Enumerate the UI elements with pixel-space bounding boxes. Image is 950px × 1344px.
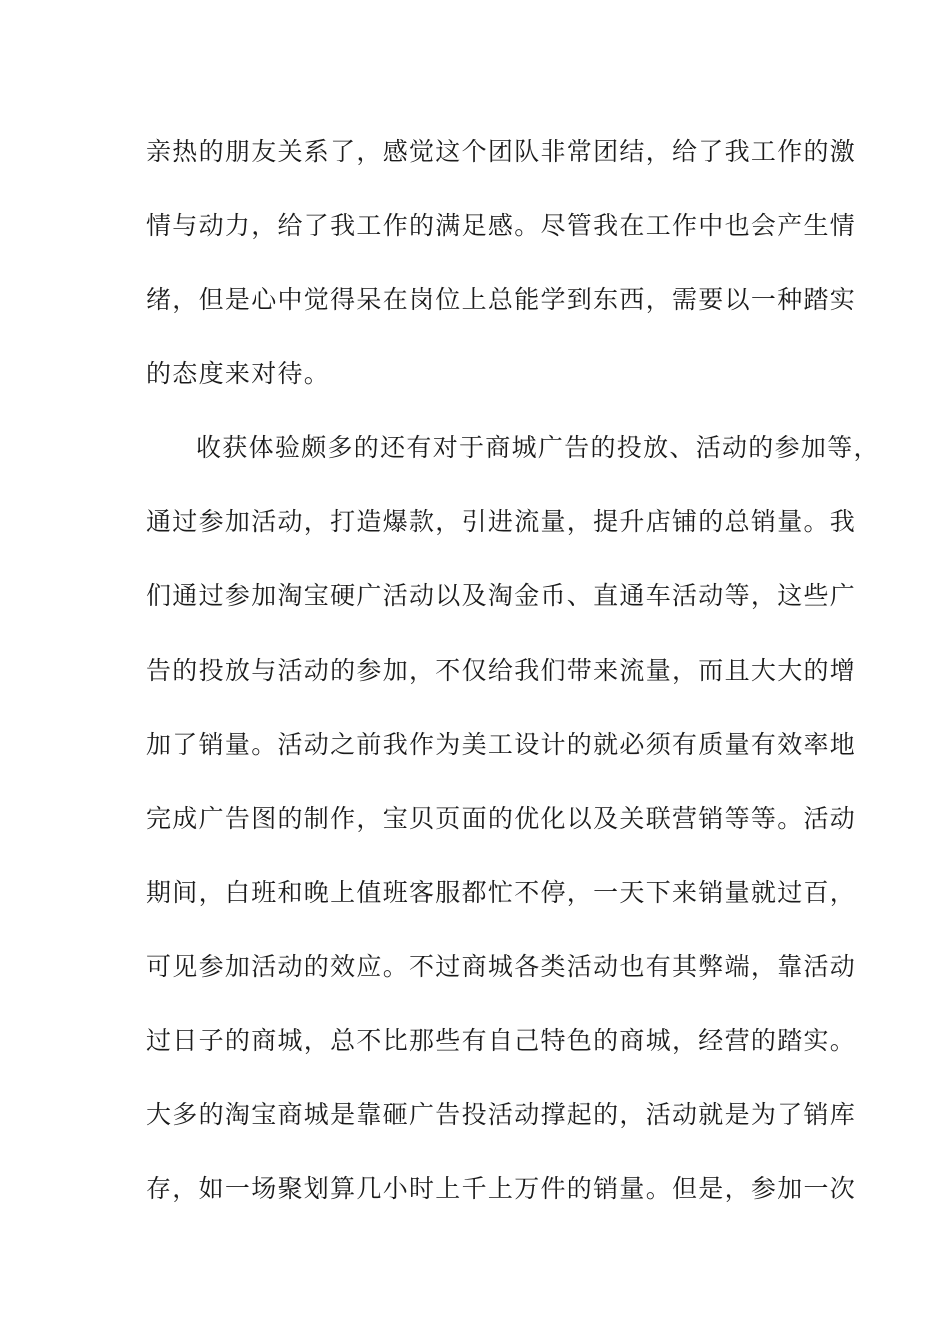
text-line: 加了销量。活动之前我作为美工设计的就必须有质量有效率地 xyxy=(146,730,857,759)
text-line: 告的投放与活动的参加，不仅给我们带来流量，而且大大的增 xyxy=(146,656,857,685)
text-line: 过日子的商城，总不比那些有自己特色的商城，经营的踏实。 xyxy=(146,1026,857,1055)
text-line: 情与动力，给了我工作的满足感。尽管我在工作中也会产生情 xyxy=(146,211,857,240)
text-line: 绪，但是心中觉得呆在岗位上总能学到东西，需要以一种踏实 xyxy=(146,285,857,314)
text-line: 期间，白班和晚上值班客服都忙不停，一天下来销量就过百， xyxy=(146,878,857,907)
text-line: 通过参加活动，打造爆款，引进流量，提升店铺的总销量。我 xyxy=(146,507,857,536)
text-line: 的态度来对待。 xyxy=(146,359,331,388)
text-line: 们通过参加淘宝硬广活动以及淘金币、直通车活动等，这些广 xyxy=(146,581,857,610)
text-line: 可见参加活动的效应。不过商城各类活动也有其弊端，靠活动 xyxy=(146,952,857,981)
text-line: 存，如一场聚划算几小时上千上万件的销量。但是，参加一次 xyxy=(146,1174,857,1203)
text-line: 收获体验颇多的还有对于商城广告的投放、活动的参加等， xyxy=(196,433,880,462)
text-line: 亲热的朋友关系了，感觉这个团队非常团结，给了我工作的激 xyxy=(146,137,857,166)
text-line: 大多的淘宝商城是靠砸广告投活动撑起的，活动就是为了销库 xyxy=(146,1100,857,1129)
text-line: 完成广告图的制作，宝贝页面的优化以及关联营销等等。活动 xyxy=(146,804,857,833)
